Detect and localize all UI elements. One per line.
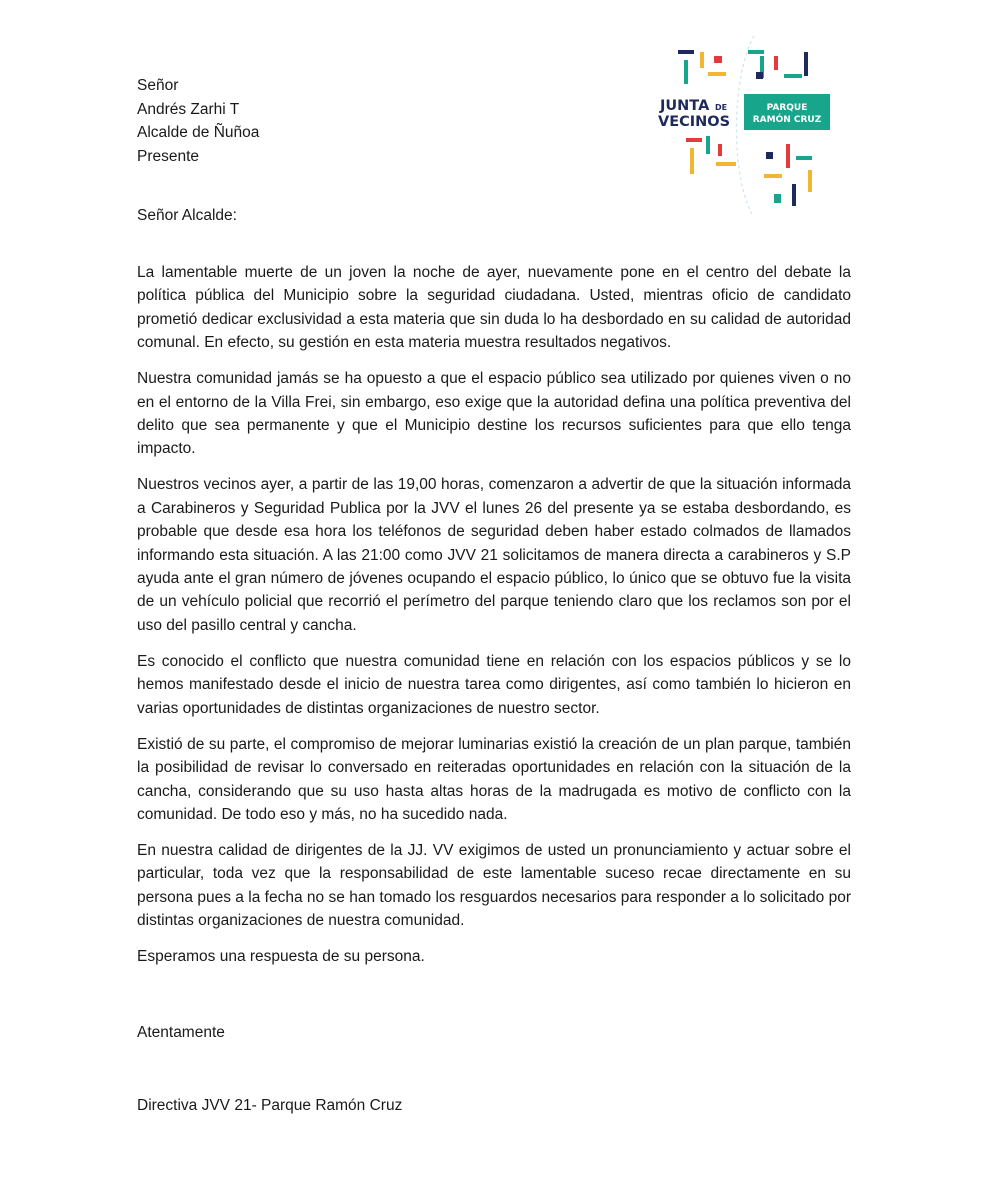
address-line-salutation: Señor: [137, 77, 179, 94]
paragraph: Nuestra comunidad jamás se ha opuesto a que el espacio público sea utilizado por quienes viven o no en el entorno de la Villa Frei, sin embargo, eso exige que la autoridad defina una política preventiva del delito que sea permanente y que el Municipio destine los recursos suficientes para que ello tenga impacto.: [137, 370, 851, 458]
logo-text-junta: JUNTA: [660, 98, 710, 114]
paragraph: Nuestros vecinos ayer, a partir de las 19,00 horas, comenzaron a advertir de que la situación informada a Carabineros y Seguridad Publica por la JVV el lunes 26 del presente ya se estaba desbordando, es probable que desde esa hora los teléfonos de seguridad deben haber estado colmados de llamados informando esta situación. A las 21:00 como JVV 21 solicitamos de manera directa a carabineros y S.P ayuda ante el gran número de jóvenes ocupando el espacio público, lo único que se obtuvo fue la visita de un vehículo policial que recorrió el perímetro del parque teniendo claro que los reclamos son por el uso del pasillo central y cancha.: [137, 476, 851, 634]
address-line-title: Alcalde de Ñuñoa: [137, 124, 260, 141]
logo-graphic: [652, 34, 837, 214]
paragraph: Es conocido el conflicto que nuestra comunidad tiene en relación con los espacios públicos y se lo hemos manifestado desde el inicio de nuestra tarea como dirigentes, así como también lo hicieron en varias oportunidades de distintas organizaciones de nuestro sector.: [137, 652, 851, 717]
paragraph: Esperamos una respuesta de su persona.: [137, 948, 425, 966]
address-line-presente: Presente: [137, 147, 200, 165]
logo-badge-parque: PARQUE: [766, 103, 808, 113]
logo-text-vecinos: VECINOS: [658, 114, 731, 130]
paragraph: En nuestra calidad de dirigentes de la JJ. VV exigimos de usted un pronunciamiento y actuar sobre el particular, toda vez que la responsabilidad de este lamentable suceso recae directamente en su persona pues a la fecha no se han tomado los resguardos necesarios para responder a lo solicitado por distintas organizaciones de nuestra comunidad.: [137, 841, 851, 930]
address-line-name: Andrés Zarhi T: [137, 100, 240, 118]
closing: Atentamente: [137, 1024, 225, 1041]
letter-body: [137, 261, 851, 981]
junta-de-vecinos-logo: [652, 34, 837, 214]
logo-text-de: DE: [715, 103, 728, 112]
paragraph: Existió de su parte, el compromiso de mejorar luminarias existió la creación de un plan parque, también la posibilidad de revisar lo conversado en reiteradas oportunidades en relación con la situación de la cancha, considerando que su uso hasta altas horas de la madrugada es motivo de conflicto con la comunidad. De todo eso y más, no ha sucedido nada.: [137, 735, 851, 823]
paragraph: La lamentable muerte de un joven la noche de ayer, nuevamente pone en el centro del debate la política pública del Municipio sobre la seguridad ciudadana. Usted, mientras oficio de candidato prometió dedicar exclusividad a esta materia que sin duda lo ha desbordado en su calidad de autoridad comunal. En efecto, su gestión en esta materia muestra resultados negativos.: [137, 264, 851, 352]
signature: Directiva JVV 21- Parque Ramón Cruz: [137, 1097, 403, 1114]
logo-badge-ramon-cruz: RAMÓN CRUZ: [752, 115, 822, 125]
recipient-address: [137, 74, 259, 168]
greeting: Señor Alcalde:: [137, 207, 237, 224]
